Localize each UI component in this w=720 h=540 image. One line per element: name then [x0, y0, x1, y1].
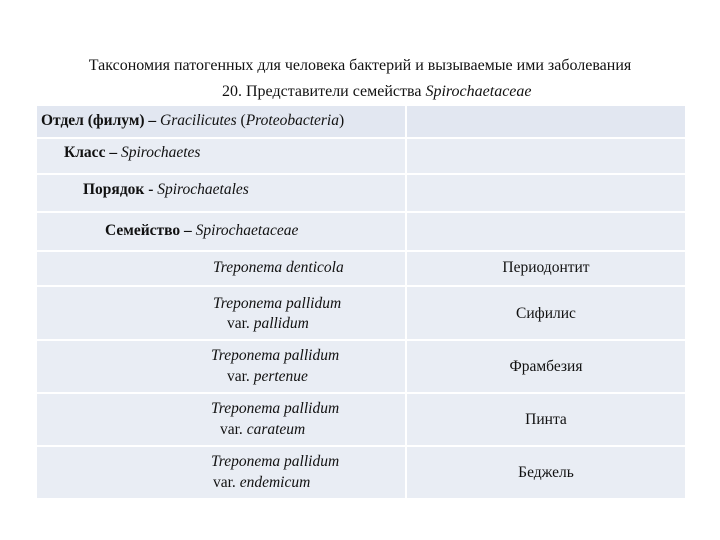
- family-text: Семейство – Spirochaetaceae: [105, 222, 299, 239]
- species-name: Treponema pallidum: [211, 347, 340, 364]
- disease-name: Периодонтит: [502, 259, 590, 276]
- table-row-class: [37, 139, 685, 173]
- variety-name: var. carateum: [220, 421, 306, 438]
- table-row-family: [37, 213, 685, 250]
- disease-name: Сифилис: [516, 305, 576, 322]
- species-name: Treponema pallidum: [211, 400, 340, 417]
- table-row-organism: [37, 252, 685, 285]
- disease-name: Фрамбезия: [509, 358, 583, 375]
- variety-name: var. pertenue: [227, 368, 308, 385]
- disease-name: Беджель: [518, 464, 574, 481]
- table-row-organism: [37, 394, 685, 445]
- species-name: Treponema pallidum: [213, 295, 342, 312]
- class-text: Класс – Spirochaetes: [64, 144, 201, 161]
- table-row-organism: [37, 341, 685, 392]
- division-text: Отдел (филум) – Gracilicutes (Proteobacteria): [41, 112, 345, 129]
- document-subtitle: 20. Представители семейства Spirochaetaceae: [222, 83, 532, 100]
- species-name: Treponema denticola: [213, 259, 344, 276]
- table-row-division: [37, 106, 685, 137]
- table-row-organism: [37, 447, 685, 498]
- variety-name: var. pallidum: [227, 315, 309, 332]
- taxonomy-table: [37, 106, 685, 498]
- table-row-organism: [37, 287, 685, 339]
- disease-name: Пинта: [525, 411, 567, 428]
- species-name: Treponema pallidum: [211, 453, 340, 470]
- order-text: Порядок - Spirochaetales: [83, 181, 249, 198]
- document-title: Таксономия патогенных для человека бактерий и вызываемые ими заболевания: [88, 57, 632, 74]
- variety-name: var. endemicum: [213, 474, 311, 491]
- table-row-order: [37, 175, 685, 211]
